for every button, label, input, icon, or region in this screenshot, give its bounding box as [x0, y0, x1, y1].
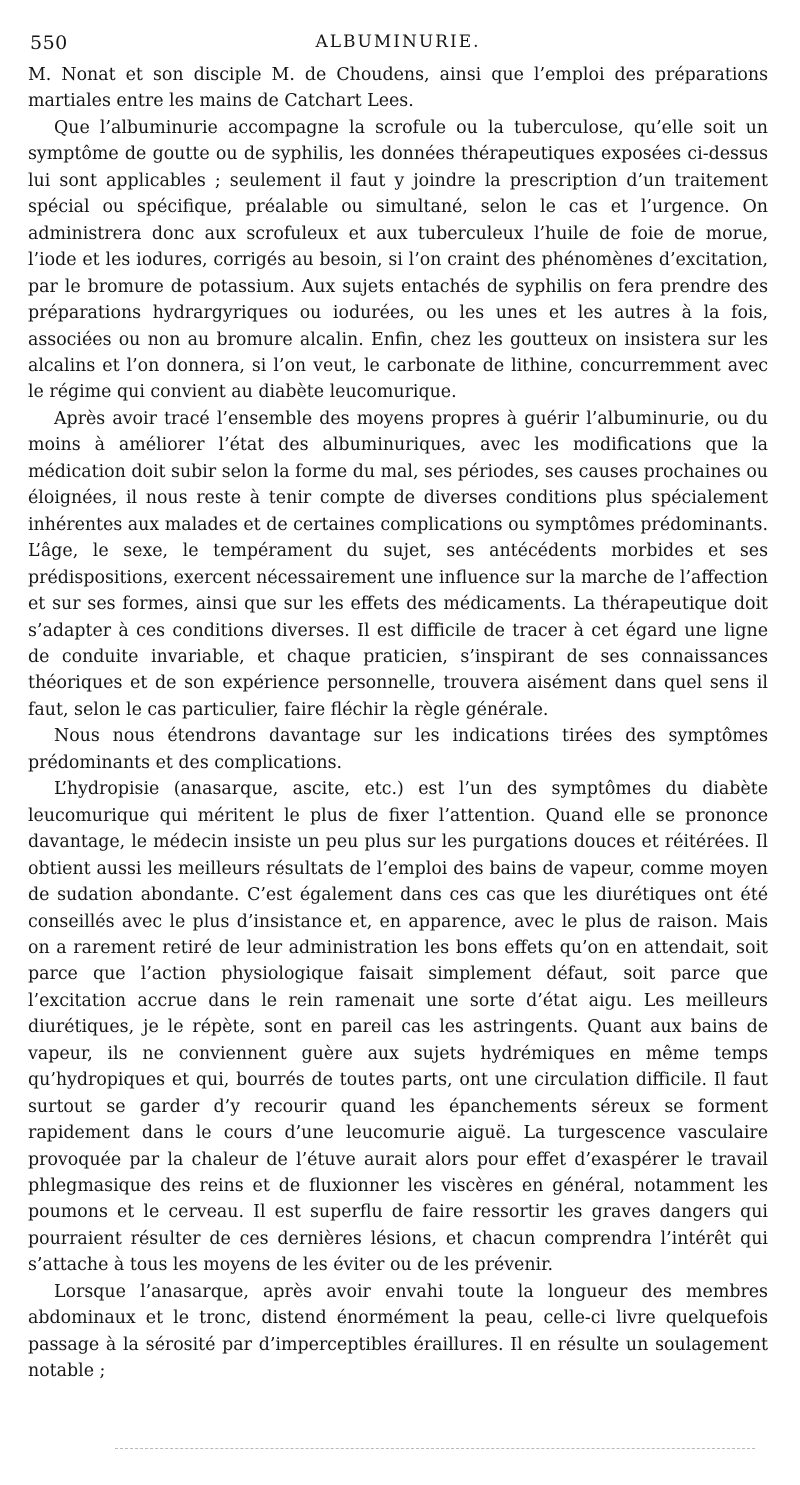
paragraph-continuation: M. Nonat et son disciple M. de Choudens, ainsi que l’emploi des préparations martiales entre les mains de Catchart Lees.	[28, 65, 768, 112]
body-text	[28, 62, 768, 1385]
paragraph-conditions: Après avoir tracé l’ensemble des moyens propres à guérir l’albuminurie, ou du moins à améliorer l’état des albuminuriques, avec les modifications que la médication doit subir selon la forme du mal, ses périodes, ses causes prochaines ou éloignées, il nous reste à tenir compte de diverses conditions plus spécialement inhérentes aux malades et de certaines complications ou symptômes prédominants. L’âge, le sexe, le tempérament du sujet, ses antécédents morbides et ses prédispositions, exercent nécessairement une influence sur la marche de l’affection et sur ses formes, ainsi que sur les effets des médicaments. La thérapeutique doit s’adapter à ces conditions diverses. Il est difficile de tracer à cet égard une ligne de conduite invariable, et chaque praticien, s’inspirant de ses connaissances théoriques et de son expérience personnelle, trouvera aisément dans quel sens il faut, selon le cas particulier, faire fléchir la règle générale.	[28, 408, 768, 720]
paragraph-indications: Nous nous étendrons davantage sur les indications tirées des symptômes prédominants et des complications.	[28, 726, 768, 773]
document-page	[28, 28, 768, 1385]
footer-divider	[115, 1448, 755, 1449]
paragraph-anasarque: Lorsque l’anasarque, après avoir envahi toute la longueur des membres abdominaux et le tronc, distend énormément la peau, celle-ci livre quelquefois passage à la sérosité par d’imperceptibles éraillures. Il en résulte un soulagement notable ;	[28, 1281, 768, 1382]
paragraph-scrofule-syphilis: Que l’albuminurie accompagne la scrofule ou la tuberculose, qu’elle soit un symptôme de goutte ou de syphilis, les données thérapeutiques exposées ci-dessus lui sont applicables ; seulement il faut y joindre la prescription d’un traitement spécial ou spécifique, préalable ou simultané, selon le cas et l’urgence. On administrera donc aux scrofuleux et aux tuberculeux l’huile de foie de morue, l’iode et les iodures, corrigés au besoin, si l’on craint des phénomènes d’excitation, par le bromure de potassium. Aux sujets entachés de syphilis on fera prendre des préparations hydrargyriques ou iodurées, ou les unes et les autres à la fois, associées ou non au bromure alcalin. Enfin, chez les goutteux on insistera sur les alcalins et l’on donnera, si l’on veut, le carbonate de lithine, concurremment avec le régime qui convient au diabète leucomurique.	[28, 117, 768, 403]
paragraph-hydropisie: L’hydropisie (anasarque, ascite, etc.) est l’un des symptômes du diabète leucomurique qui méritent le plus de fixer l’attention. Quand elle se prononce davantage, le médecin insiste un peu plus sur les purgations douces et réitérées. Il obtient aussi les meilleurs résultats de l’emploi des bains de vapeur, comme moyen de sudation abondante. C’est également dans ces cas que les diurétiques ont été conseillés avec le plus d’insistance et, en apparence, avec le plus de raison. Mais on a rarement retiré de leur administration les bons effets qu’on en attendait, soit parce que l’action physiologique faisait simplement défaut, soit parce que l’excitation accrue dans le rein ramenait une sorte d’état aigu. Les meilleurs diurétiques, je le répète, sont en pareil cas les astringents. Quant aux bains de vapeur, ils ne conviennent guère aux sujets hydrémiques en même temps qu’hydropiques et qui, bourrés de toutes parts, ont une circulation difficile. Il faut surtout se garder d’y recourir quand les épanchements séreux se forment rapidement dans le cours d’une leucomurie aiguë. La turgescence vasculaire provoquée par la chaleur de l’étuve aurait alors pour effet d’exaspérer le travail phlegmasique des reins et de fluxionner les viscères en général, notamment les poumons et le cerveau. Il est superflu de faire ressortir les graves dangers qui pourraient résulter de ces dernières lésions, et chacun comprendra l’intérêt qui s’attache à tous les moyens de les éviter ou de les prévenir.	[28, 779, 768, 1276]
running-title: ALBUMINURIE.	[315, 32, 481, 52]
page-header	[28, 28, 768, 58]
page-number: 550	[30, 32, 68, 54]
